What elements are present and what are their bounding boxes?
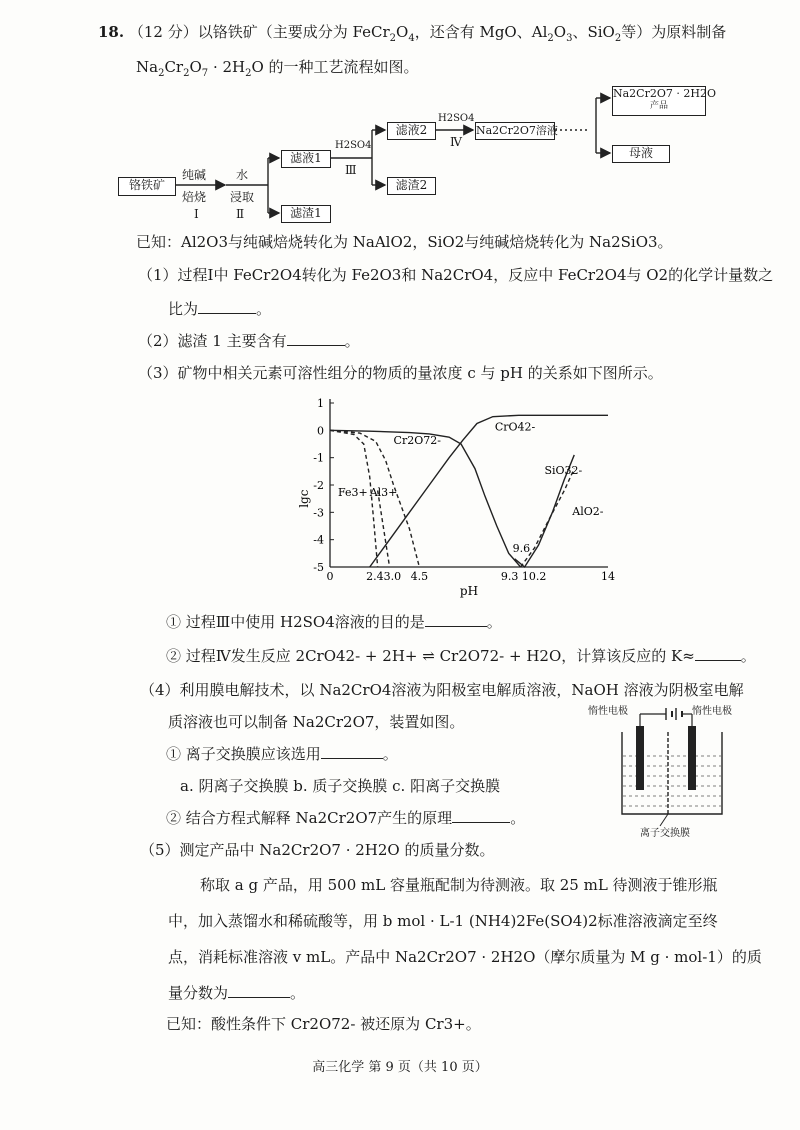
step2-reagent: 水 [236,168,249,182]
q5-answer-blank[interactable] [228,983,290,998]
question-number: 18. [98,23,125,41]
q4-sub1: ① 离子交换膜应该选用 。 [166,745,398,763]
intro-text: O [396,23,409,41]
product-label: 产品 [649,101,668,111]
electrolysis-apparatus [610,706,760,836]
series-label: AlO2- [572,505,604,519]
q3-1-text: ① 过程Ⅲ中使用 H2SO4溶液的目的是 。 [166,613,502,631]
x-axis-label: pH [459,584,479,598]
q3-2-answer-blank[interactable] [695,646,741,661]
y-tick-label: -5 [313,561,324,574]
step2-action: 浸取 [230,190,255,204]
y-axis-label: lgc [297,489,311,508]
annotation-label: 9.6 [512,541,531,555]
series-line [378,490,390,567]
intro-text: 、SiO [572,23,615,41]
q5-line1: （5）测定产品中 Na2Cr2O7 · 2H2O 的质量分数。 [140,841,495,859]
q4-1-answer-blank[interactable] [321,744,383,759]
intro-text: ，还含有 MgO、Al [414,23,548,41]
right-electrode-label: 惰性电极 [692,706,732,717]
step3-reagent: H2SO4 [335,140,372,151]
intro-text: 等）为原料制备 [621,23,727,41]
step1-reagent: 纯碱 [182,168,207,182]
q5-para3: 点，消耗标准溶液 v mL。产品中 Na2Cr2O7 · 2H2O（摩尔质量为 M g · mol-1）的质 [168,948,762,966]
q5-para4: 量分数为 。 [168,984,306,1002]
residue1-box: 滤渣1 [281,205,331,223]
q4-line1: （4）利用膜电解技术，以 Na2CrO4溶液为阳极室电解质溶液，NaOH 溶液为阴极室电解 [140,681,744,699]
y-tick-label: -2 [313,479,324,492]
q1-answer-blank[interactable] [198,299,256,314]
y-tick-label: 1 [317,397,324,410]
step1-action: 焙烧 [182,190,207,204]
left-electrode-label: 惰性电极 [588,706,628,717]
series-label: Fe3+ [337,485,368,499]
series-label: Al3+ [369,485,398,499]
intro-text: 以铬铁矿（主要成分为 FeCr [197,23,390,41]
x-tick-label: 9.3 10.2 [500,570,547,583]
x-tick-label: 0 [326,570,334,583]
x-tick-label: 2.43.0 [366,570,402,583]
x-tick-label: 14 [601,570,615,583]
q4-2-answer-blank[interactable] [452,808,510,823]
q1-line2: 比为 。 [168,300,272,318]
step4-reagent: H2SO4 [438,113,475,124]
q3-1-answer-blank[interactable] [425,612,487,627]
ore-box: 铬铁矿 [118,177,176,196]
residue2-box: 滤渣2 [387,177,436,195]
intro-text: O [553,23,567,41]
question-score: （12 分） [128,23,198,41]
step4-number: Ⅳ [450,135,462,149]
q4-sub2: ② 结合方程式解释 Na2Cr2O7产生的原理 。 [166,809,526,827]
series-label: CrO42- [494,420,536,434]
q3-2-text: ② 过程Ⅳ发生反应 2CrO42- + 2H+ ⇌ Cr2O72- + H2O，计算该反应的 K≈ 。 [166,647,756,665]
filtrate1-box: 滤液1 [281,150,331,168]
q4-line2: 质溶液也可以制备 Na2Cr2O7，装置如图。 [168,713,465,731]
q1-text: （1）过程Ⅰ中 FeCr2O4转化为 Fe2O3和 Na2CrO4，反应中 FeCr2O4与 O2的化学计量数之 [138,266,774,284]
membrane-label: 离子交换膜 [640,828,690,839]
known-note: 已知：Al2O3与纯碱焙烧转化为 NaAlO2，SiO2与纯碱焙烧转化为 Na2SiO3。 [136,233,673,251]
series-label: SiO32- [544,464,583,478]
question-header: 18. （12 分）以铬铁矿（主要成分为 $FeCr_2O_4$，还含有 MgO、$Al_2O_3$、SiO$_2$等）为原料制备 [98,23,727,44]
lgc-ph-chart [297,395,620,598]
q4-options: a. 阴离子交换膜 b. 质子交换膜 c. 阳离子交换膜 [180,777,501,795]
q5-para2: 中，加入蒸馏水和稀硫酸等，用 b mol · L-1 (NH4)2Fe(SO4)2标准溶液滴定至终 [168,912,718,930]
x-tick-label: 4.5 [410,570,429,583]
product-box [612,86,716,116]
q2-answer-blank[interactable] [287,331,345,346]
y-tick-label: -4 [313,533,324,547]
step3-number: Ⅲ [345,163,357,177]
mother-liquor-box: 母液 [612,145,670,163]
intro-line-2: $Na_2Cr_2O_7 \cdot 2H_2O$ 的一种工艺流程如图。 [136,58,419,79]
y-tick-label: -1 [313,451,324,465]
product-formula: Na2Cr2O7 · 2H2O [613,87,716,100]
step1-number: Ⅰ [194,207,199,221]
dichromate-solution-box: Na2Cr2O7溶液 [475,122,555,140]
y-tick-label: -3 [313,506,324,520]
q5-para1: 称取 a g 产品，用 500 mL 容量瓶配制为待测液。取 25 mL 待测液于锥形瓶 [200,876,718,894]
series-label: Cr2O72- [393,434,441,447]
step2-number: Ⅱ [236,207,245,221]
y-tick-label: 0 [317,424,324,438]
q2-text: （2）滤渣 1 主要含有 。 [138,332,360,350]
page-footer: 高三化学 第 9 页（共 10 页） [312,1060,488,1075]
q3-text: （3）矿物中相关元素可溶性组分的物质的量浓度 c 与 pH 的关系如下图所示。 [138,364,663,382]
q5-known: 已知：酸性条件下 Cr2O72- 被还原为 Cr3+。 [166,1015,481,1033]
filtrate2-box: 滤液2 [387,122,436,140]
